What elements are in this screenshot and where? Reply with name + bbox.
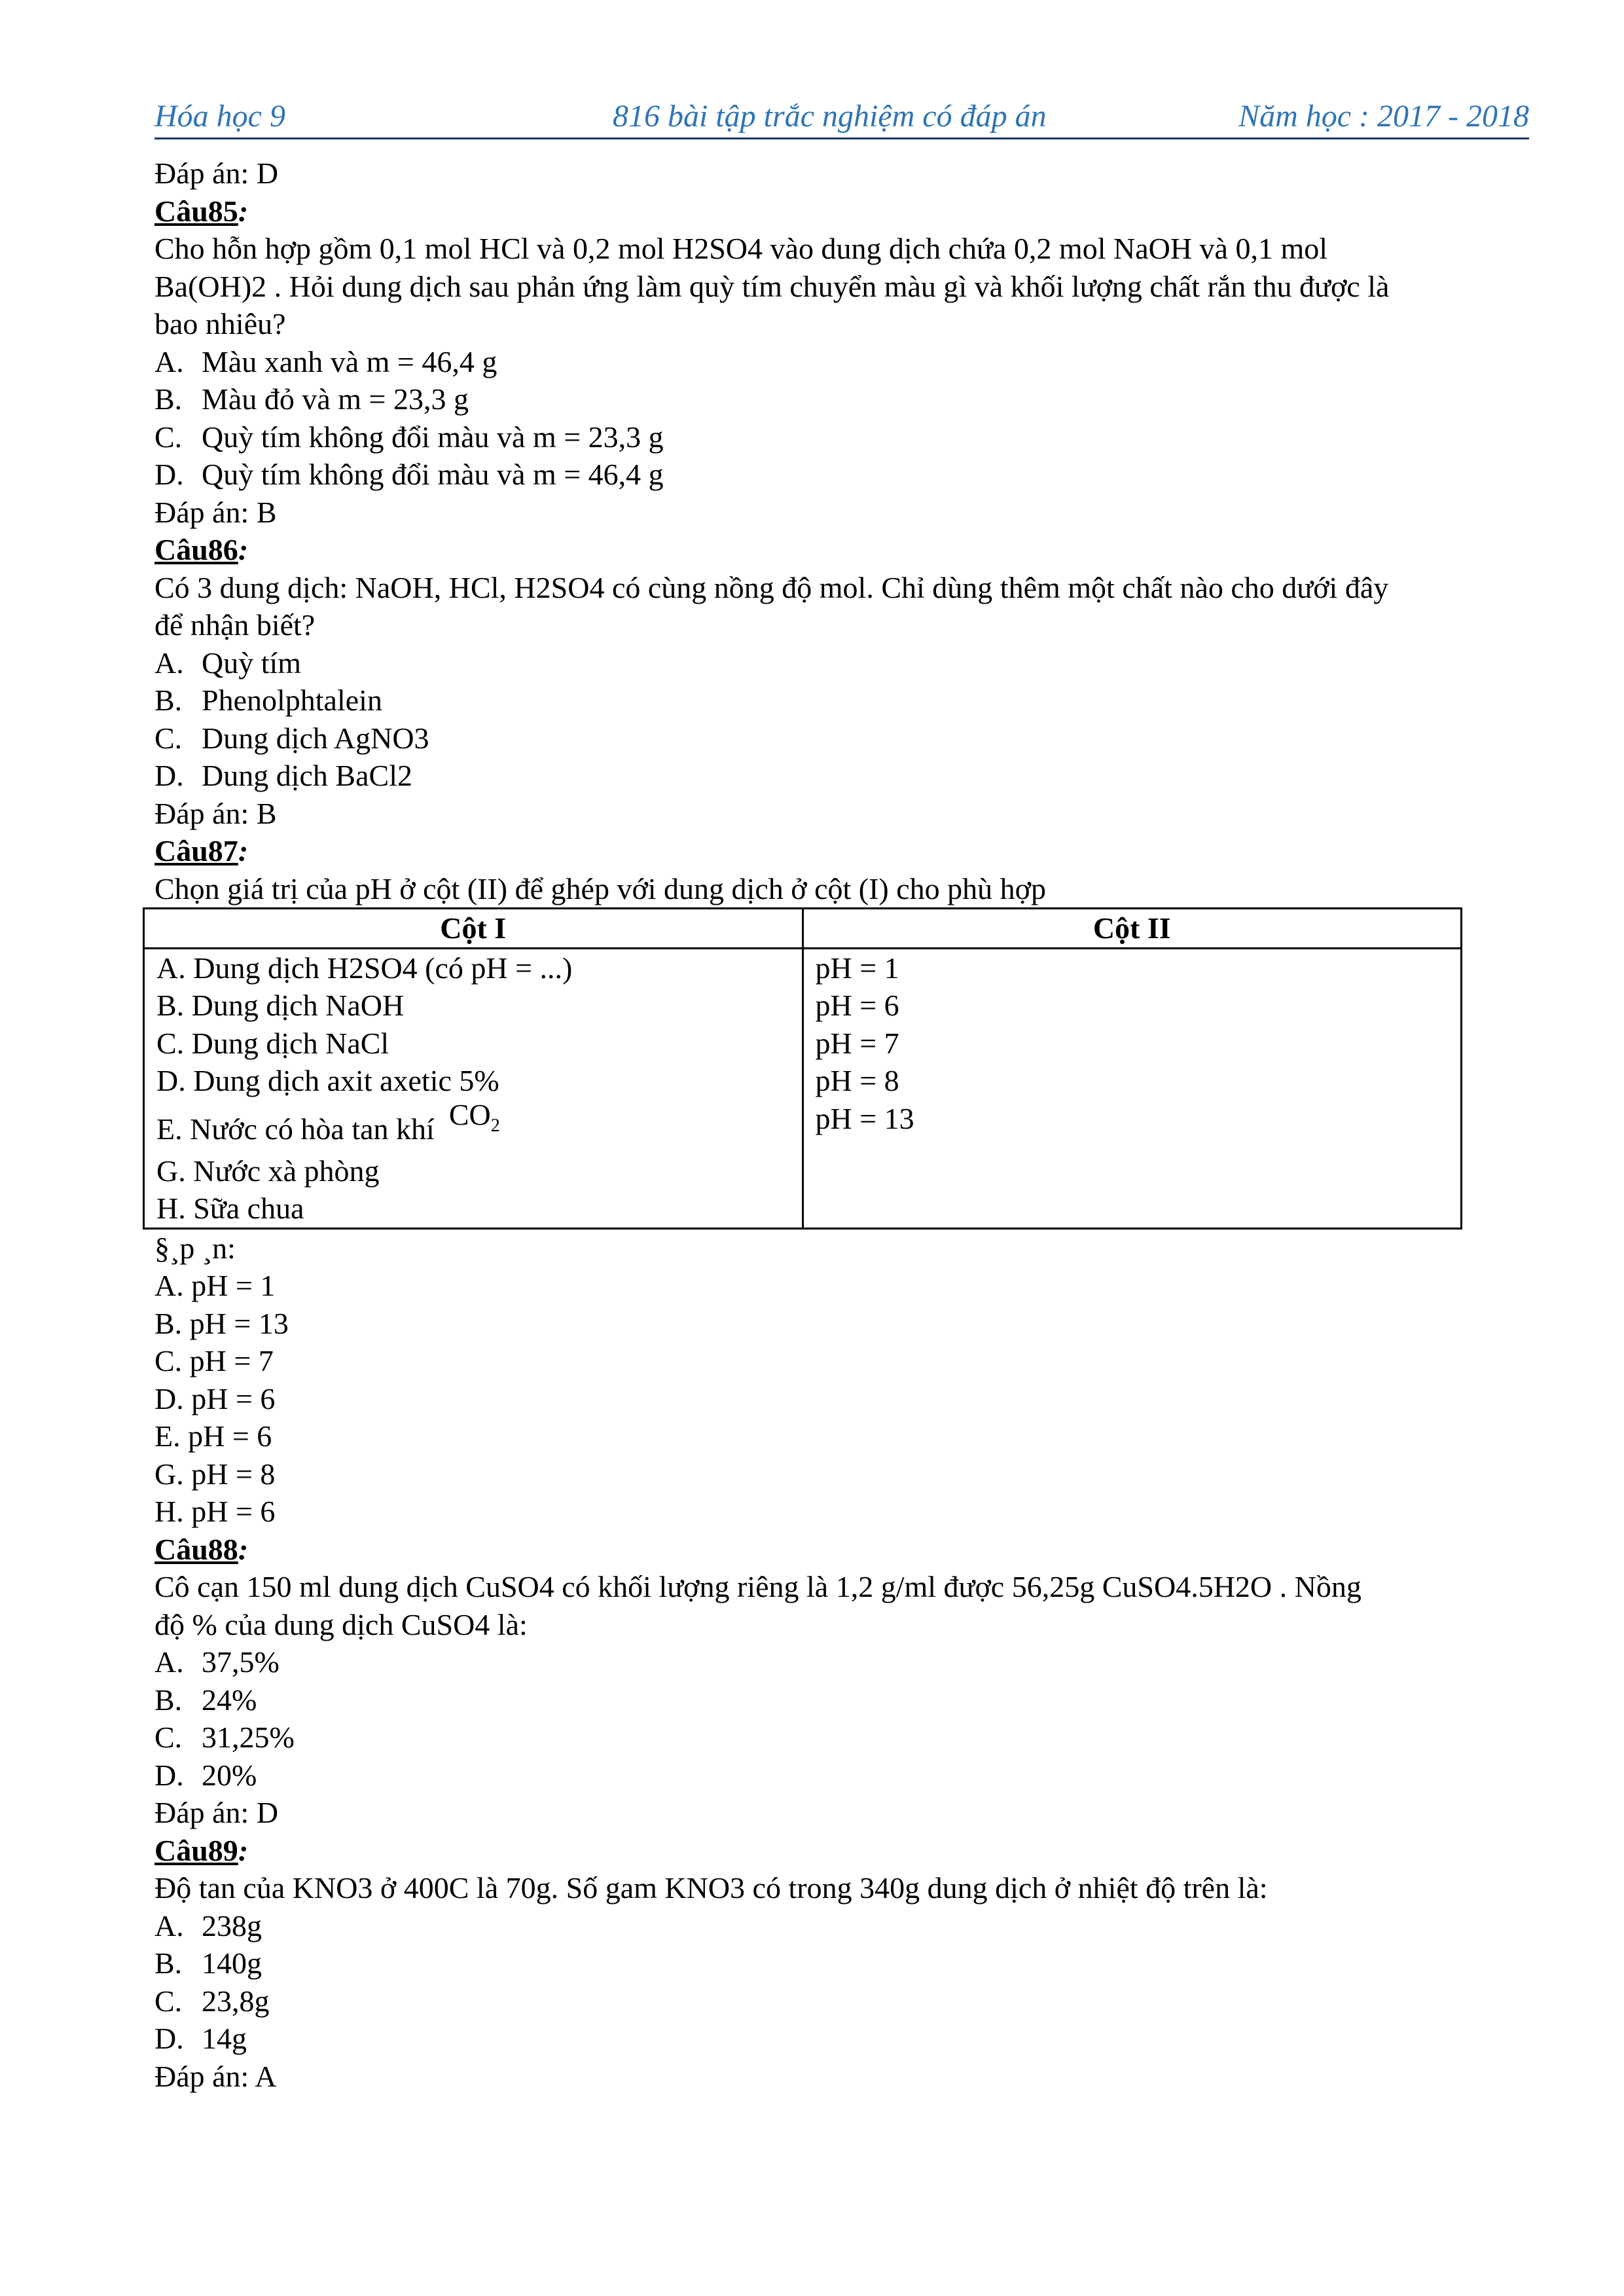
column-1-cell (144, 948, 803, 1228)
option-letter: A. (154, 344, 184, 378)
option-letter: D. (154, 458, 184, 491)
option-c (154, 1719, 1529, 1757)
option-letter: C. (154, 721, 183, 755)
header-school-year: Năm học : 2017 - 2018 (1238, 99, 1529, 134)
option-text: Quỳ tím không đổi màu và m = 46,4 g (202, 458, 664, 491)
question-text-line: Chọn giá trị của pH ở cột (II) để ghép với dung dịch ở cột (I) cho phù hợp (154, 871, 1046, 905)
option-c (154, 720, 1529, 757)
document-body (154, 155, 1529, 2095)
option-letter: A. (154, 646, 184, 680)
question-title: Câu86 (154, 533, 238, 566)
option-c (154, 1982, 1529, 2020)
option-letter: D. (154, 1758, 184, 1792)
column-1-item: H. Sữa chua (156, 1192, 304, 1225)
question-colon: : (238, 1833, 249, 1867)
question-text-line: Ba(OH)2 . Hỏi dung dịch sau phản ứng làm quỳ tím chuyển màu gì và khối lượng chất rắn thu được là (154, 269, 1390, 303)
option-letter: B. (154, 382, 183, 416)
answer: Đáp án: B (154, 495, 277, 529)
option-text: Phenolphtalein (202, 683, 382, 717)
question-colon: : (238, 834, 249, 867)
column-2-item: pH = 8 (815, 1064, 899, 1097)
answer-item: H. pH = 6 (154, 1495, 276, 1528)
answer: Đáp án: D (154, 1796, 279, 1829)
question-text-line: độ % của dung dịch CuSO4 là: (154, 1607, 528, 1641)
option-a (154, 1643, 1529, 1681)
answer-label: §¸p ¸n: (154, 1231, 236, 1265)
header-title: 816 bài tập trắc nghiệm có đáp án (613, 99, 1047, 134)
column-1-item: G. Nước xà phòng (156, 1154, 380, 1188)
option-letter: A. (154, 1908, 184, 1942)
option-b (154, 380, 1529, 418)
question-text-line: Cô cạn 150 ml dung dịch CuSO4 có khối lượng riêng là 1,2 g/ml được 56,25g CuSO4.5H2O . Nồng (154, 1570, 1362, 1603)
option-b (154, 1944, 1529, 1982)
option-text: 24% (202, 1683, 257, 1717)
option-d (154, 456, 1529, 494)
answer-prev: Đáp án: D (154, 156, 279, 190)
option-a (154, 343, 1529, 381)
option-letter: A. (154, 1645, 184, 1679)
column-1-item: A. Dung dịch H2SO4 (có pH = ...) (156, 951, 573, 985)
option-a (154, 1907, 1529, 1945)
question-colon: : (238, 194, 249, 228)
option-text: 14g (202, 2022, 247, 2055)
question-87-heading (154, 832, 1529, 870)
co2-main: CO (448, 1097, 491, 1131)
question-89-heading (154, 1832, 1529, 1870)
page-header (154, 93, 1529, 139)
column-2-item: pH = 6 (815, 989, 899, 1022)
option-d (154, 2020, 1529, 2058)
co2-subscript: 2 (490, 1115, 500, 1136)
question-title: Câu88 (154, 1532, 238, 1566)
question-title: Câu87 (154, 834, 238, 867)
question-88-heading (154, 1531, 1529, 1569)
question-title: Câu85 (154, 194, 238, 228)
option-text: Dung dịch AgNO3 (202, 721, 429, 755)
option-letter: B. (154, 683, 183, 717)
answer-item: D. pH = 6 (154, 1381, 276, 1415)
option-text: 238g (202, 1908, 262, 1942)
option-text: 140g (202, 1946, 262, 1980)
option-text: 20% (202, 1758, 257, 1792)
option-b (154, 682, 1529, 720)
header-subject: Hóa học 9 (154, 99, 285, 134)
question-title: Câu89 (154, 1833, 238, 1867)
option-text: Dung dịch BaCl2 (202, 759, 412, 792)
option-b (154, 1681, 1529, 1719)
option-text: Quỳ tím (202, 646, 302, 680)
table-body-row (144, 948, 1462, 1228)
option-text: Màu đỏ và m = 23,3 g (202, 382, 469, 416)
answer: Đáp án: B (154, 796, 277, 830)
question-85-heading (154, 192, 1529, 230)
question-colon: : (238, 533, 249, 566)
option-text: 37,5% (202, 1645, 280, 1679)
option-letter: C. (154, 1721, 183, 1754)
option-text: 31,25% (202, 1721, 295, 1754)
column-2-item: pH = 13 (815, 1101, 914, 1135)
question-86-heading (154, 531, 1529, 569)
answer-item: E. pH = 6 (154, 1419, 272, 1453)
table-header-col1: Cột I (144, 909, 803, 949)
option-d (154, 757, 1529, 795)
answer-item: B. pH = 13 (154, 1306, 289, 1340)
column-1-item: B. Dung dịch NaOH (156, 989, 405, 1022)
column-1-item: D. Dung dịch axit axetic 5% (156, 1064, 499, 1097)
option-letter: C. (154, 420, 183, 454)
option-letter: C. (154, 1984, 183, 2018)
question-text-line: bao nhiêu? (154, 307, 286, 340)
answer: Đáp án: A (154, 2059, 277, 2093)
co2-formula (449, 1085, 500, 1156)
answer-item: A. pH = 1 (154, 1269, 276, 1302)
column-2-item: pH = 7 (815, 1026, 899, 1060)
table-header-col2: Cột II (803, 909, 1462, 949)
column-2-item: pH = 1 (815, 951, 899, 985)
matching-table (143, 907, 1462, 1230)
question-text-line: Cho hỗn hợp gồm 0,1 mol HCl và 0,2 mol H2SO4 vào dung dịch chứa 0,2 mol NaOH và 0,1 mol (154, 232, 1328, 265)
option-text: Quỳ tím không đổi màu và m = 23,3 g (202, 420, 664, 454)
column-1-item: E. Nước có hòa tan khí (156, 1112, 435, 1146)
option-text: Màu xanh và m = 46,4 g (202, 344, 497, 378)
question-text-line: Độ tan của KNO3 ở 400C là 70g. Số gam KNO3 có trong 340g dung dịch ở nhiệt độ trên là: (154, 1871, 1268, 1904)
option-letter: D. (154, 2022, 184, 2055)
option-letter: D. (154, 759, 184, 792)
answer-item: C. pH = 7 (154, 1344, 274, 1377)
column-1-item: C. Dung dịch NaCl (156, 1026, 389, 1060)
answer-item: G. pH = 8 (154, 1457, 276, 1491)
table-header-row (144, 909, 1462, 949)
question-colon: : (238, 1532, 249, 1566)
option-letter: B. (154, 1683, 183, 1717)
option-d (154, 1757, 1529, 1795)
question-text-line: Có 3 dung dịch: NaOH, HCl, H2SO4 có cùng nồng độ mol. Chỉ dùng thêm một chất nào cho dưới đây (154, 570, 1389, 604)
column-2-cell (803, 948, 1462, 1228)
option-a (154, 644, 1529, 682)
column-1-item-co2 (156, 1097, 790, 1152)
option-c (154, 418, 1529, 456)
option-letter: B. (154, 1946, 183, 1980)
question-text-line: để nhận biết? (154, 608, 316, 642)
option-text: 23,8g (202, 1984, 270, 2018)
